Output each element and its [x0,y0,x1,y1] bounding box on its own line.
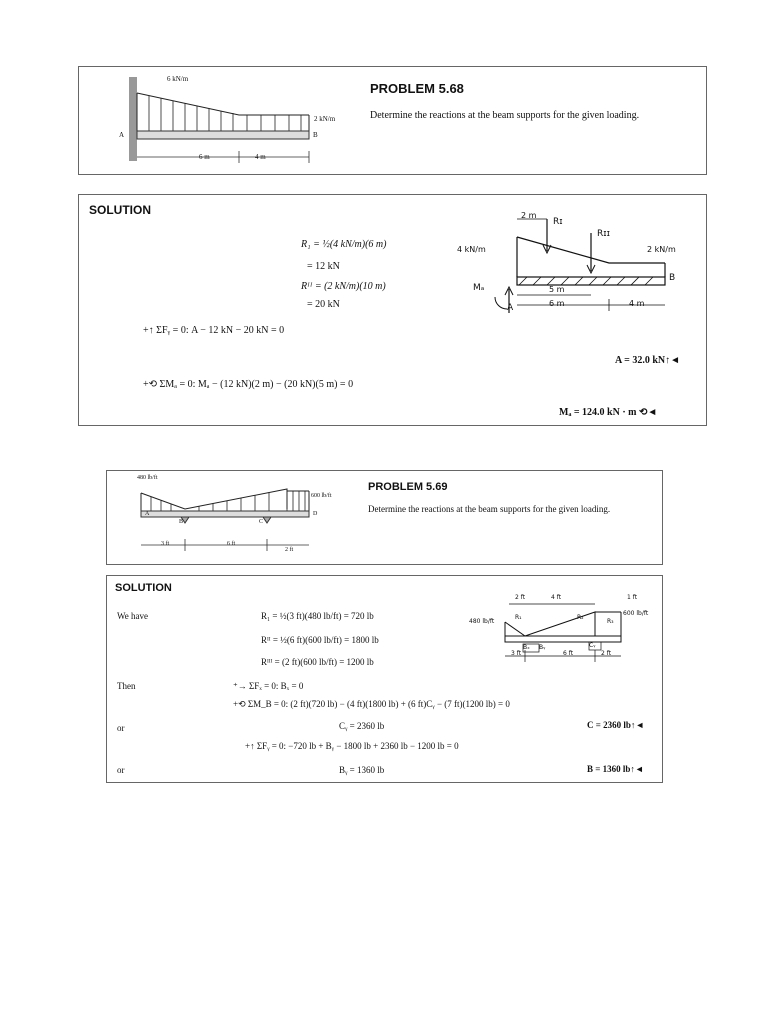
load-600-label: 600 lb/ft [311,493,332,499]
sketch-r1: Rɪ [553,217,563,227]
answer-ma: Mₐ = 124.0 kN · m ⟲◄ [559,407,658,418]
solution-569-header: SOLUTION [115,582,172,594]
label-or-2: or [117,765,125,775]
sketch-569-1ft: 1 ft [627,594,638,601]
sketch-569-r1: R₁ [515,614,522,621]
sketch-569-480: 480 lb/ft [469,618,495,625]
dim-6m-label: 6 m [199,153,210,161]
problem-569-title: PROBLEM 5.69 [368,481,448,493]
dim-3ft-label: 3 ft [161,541,170,547]
eq-cy: Cᵧ = 2360 lb [339,721,385,731]
sketch-4m: 4 m [629,299,645,308]
sketch-ma: Mₐ [473,283,485,293]
sketch-569-2ftb: 2 ft [601,650,612,657]
sketch-a: A [507,303,514,313]
point-b-569: B [179,519,184,525]
eq-sum-fy-569: +↑ ΣFᵧ = 0: −720 lb + Bᵧ − 1800 lb + 2360 lb − 1200 lb = 0 [245,741,459,751]
answer-c: C = 2360 lb↑◄ [587,720,645,730]
problem-569-box [106,470,663,565]
solution-569-sketch [475,598,655,668]
sketch-569-beam [505,636,621,642]
sketch-5m: 5 m [549,285,565,294]
sketch-right-load: 2 kN/m [647,245,676,254]
sketch-569-2ft: 2 ft [515,594,526,601]
sketch-569-3ft: 3 ft [511,650,522,657]
label-we-have: We have [117,611,149,621]
sketch-569-6ft: 6 ft [563,650,574,657]
eq-r2-result: = 20 kN [307,299,340,310]
eq-sum-ma: +⟲ ΣMₐ = 0: Mₐ − (12 kN)(2 m) − (20 kN)(5 m) = 0 [143,379,354,390]
load-480-label: 480 lb/ft [137,475,158,481]
eq-sum-fy: +↑ ΣFᵧ = 0: A − 12 kN − 20 kN = 0 [143,325,285,336]
solution-569-box [106,575,663,783]
dim-2ft-label: 2 ft [285,547,294,553]
problem-568-description: Determine the reactions at the beam supports for the given loading. [370,110,640,121]
eq-r2-569: Rᴵᴵ = ½(6 ft)(600 lb/ft) = 1800 lb [261,635,379,645]
beam-569 [141,511,309,517]
eq-sum-mb: +⟲ ΣM_B = 0: (2 ft)(720 lb) − (4 ft)(1800 lb) + (6 ft)Cᵧ − (7 ft)(1200 lb) = 0 [233,699,510,709]
eq-r1-569: R₁ = ½(3 ft)(480 lb/ft) = 720 lb [261,611,374,621]
answer-b: B = 1360 lb↑◄ [587,764,644,774]
sketch-2m: 2 m [521,211,537,220]
sketch-569-cy: Cᵧ [589,642,596,649]
problem-568-figure [119,75,359,171]
dim-6ft-label: 6 ft [227,541,236,547]
eq-r2: Rᴵᴵ = (2 kN/m)(10 m) [301,281,386,292]
problem-568-box [78,66,707,175]
dim-4m-label: 4 m [255,153,266,161]
answer-a: A = 32.0 kN↑◄ [615,355,681,366]
point-d-569: D [313,511,318,517]
eq-sum-fx: ⁺→ ΣFₓ = 0: Bₓ = 0 [233,681,304,691]
load-right-label: 2 kN/m [314,115,336,123]
sketch-b: B [669,273,676,283]
point-a-569: A [145,511,150,517]
load-left-label: 6 kN/m [167,75,189,83]
sketch-569-r2: R₂ [577,614,584,621]
point-c-569: C [259,519,264,525]
eq-r3-569: Rᴵᴵᴵ = (2 ft)(600 lb/ft) = 1200 lb [261,657,374,667]
sketch-569-r3: R₃ [607,618,614,625]
sketch-569-bx: Bₓ [523,644,530,651]
eq-r1-result: = 12 kN [307,261,340,272]
sketch-569-by: Bᵧ [539,644,546,651]
point-a-label: A [119,131,125,139]
eq-by: Bᵧ = 1360 lb [339,765,385,775]
sketch-r2: Rɪɪ [597,229,610,239]
sketch-left-load: 4 kN/m [457,245,486,254]
sketch-569-600: 600 lb/ft [623,610,649,617]
sketch-569-4ft: 4 ft [551,594,562,601]
solution-568-header: SOLUTION [89,203,151,217]
sketch-beam [517,277,665,285]
beam [137,131,309,139]
label-then: Then [117,681,136,691]
problem-568-title: PROBLEM 5.68 [370,81,464,96]
fixed-wall [129,77,137,161]
sketch-6m: 6 m [549,299,565,308]
label-or-1: or [117,723,125,733]
problem-569-description: Determine the reactions at the beam supports for the given loading. [368,504,611,514]
problem-569-figure [137,479,337,561]
point-b-label: B [313,131,318,139]
solution-568-box [78,194,707,426]
eq-r1: R₁ = ½(4 kN/m)(6 m) [301,239,387,250]
solution-568-sketch [459,209,699,321]
